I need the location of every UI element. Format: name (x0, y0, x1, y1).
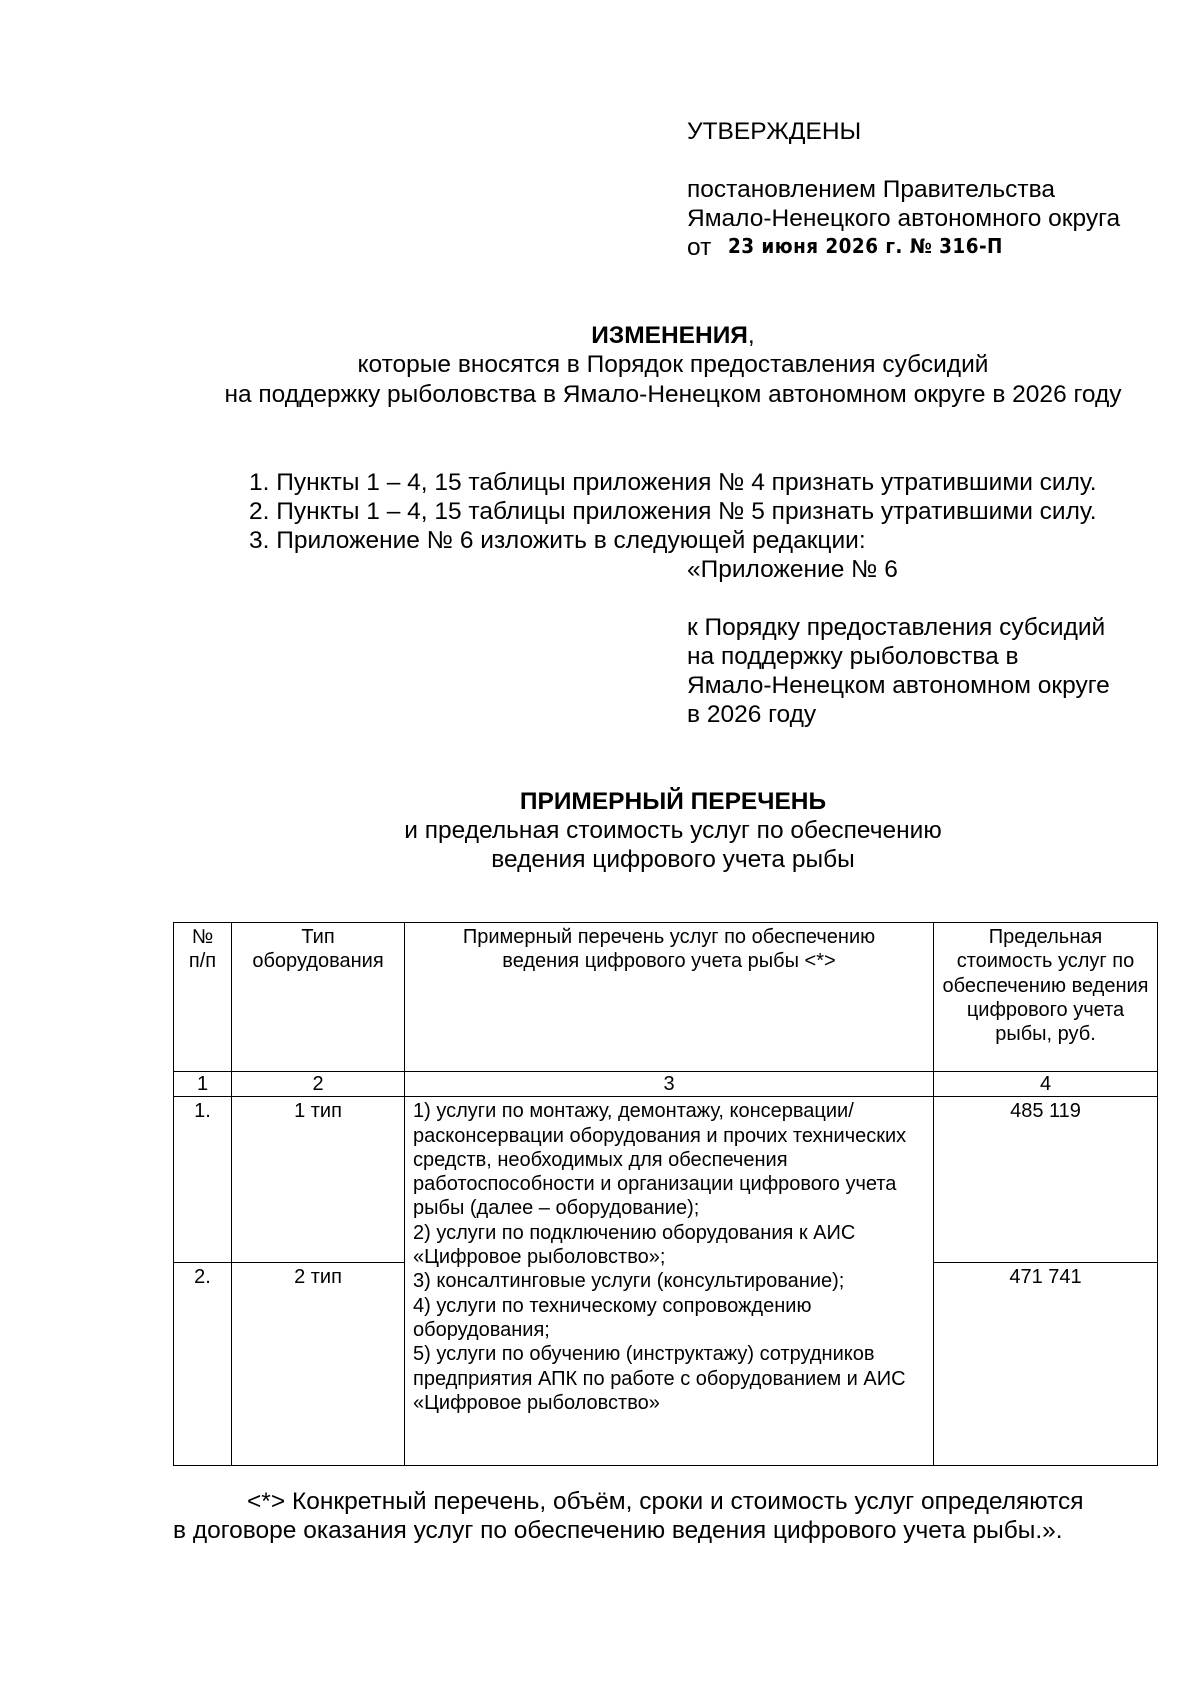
numbering-cell: 3 (405, 1072, 934, 1097)
changes-subtitle-2: на поддержку рыболовства в Ямало-Ненецком автономном округе в 2026 году (224, 381, 1122, 408)
approval-line-2: Ямало-Ненецкого автономного округа (687, 205, 1121, 232)
change-item-3: 3. Приложение № 6 изложить в следующей редакции: (249, 527, 866, 554)
service-item: 1) услуги по монтажу, демонтажу, консервации/расконсервации оборудования и прочих технических средств, необходимых для обеспечения работоспособности и организации цифрового учета рыбы (далее – оборудование); (413, 1100, 907, 1220)
change-item-2: 2. Пункты 1 – 4, 15 таблицы приложения № 5 признать утратившими силу. (249, 498, 1097, 525)
header-num: № п/п (174, 923, 232, 1072)
list-subtitle-1: и предельная стоимость услуг по обеспечению (404, 817, 942, 844)
list-title: ПРИМЕРНЫЙ ПЕРЕЧЕНЬ (519, 788, 827, 815)
changes-subtitle-1: которые вносятся в Порядок предоставления субсидий (357, 351, 989, 378)
row-equipment-type: 2 тип (232, 1263, 405, 1466)
footnote-line-2: в договоре оказания услуг по обеспечению ведения цифрового учета рыбы.». (173, 1517, 1063, 1544)
service-item: 3) консалтинговые услуги (консультирование); (413, 1270, 845, 1293)
changes-title-comma: , (747, 322, 755, 349)
table-header-row (174, 923, 1158, 1072)
row-cost: 485 119 (934, 1097, 1158, 1263)
approval-heading: УТВЕРЖДЕНЫ (687, 118, 862, 145)
row-equipment-type: 1 тип (232, 1097, 405, 1263)
footnote-line-1: <*> Конкретный перечень, объём, сроки и стоимость услуг определяются (247, 1488, 1084, 1515)
header-equipment-type: Тип оборудования (232, 923, 405, 1072)
row-num: 2. (174, 1263, 232, 1466)
services-table (173, 922, 1158, 1466)
approval-line-1: постановлением Правительства (687, 176, 1055, 203)
service-item: 2) услуги по подключению оборудования к АИС «Цифровое рыболовство»; (413, 1221, 856, 1269)
appendix-heading: «Приложение № 6 (687, 556, 898, 583)
table-numbering-row (174, 1072, 1158, 1097)
appendix-line-1: к Порядку предоставления субсидий (687, 614, 1106, 641)
row-cost: 471 741 (934, 1263, 1158, 1466)
appendix-line-2: на поддержку рыболовства в (687, 643, 1019, 670)
row-num: 1. (174, 1097, 232, 1263)
changes-title: ИЗМЕНЕНИЯ (591, 322, 748, 349)
header-services: Примерный перечень услуг по обеспечению ведения цифрового учета рыбы <*> (405, 923, 934, 1072)
numbering-cell: 1 (174, 1072, 232, 1097)
table-row (174, 1097, 1158, 1263)
service-item: 5) услуги по обучению (инструктажу) сотрудников предприятия АПК по работе с оборудованием и АИС «Цифровое рыболовство» (413, 1343, 906, 1414)
change-item-1: 1. Пункты 1 – 4, 15 таблицы приложения № 4 признать утратившими силу. (249, 469, 1097, 496)
numbering-cell: 2 (232, 1072, 405, 1097)
changes-title-wrap (0, 321, 1200, 350)
numbering-cell: 4 (934, 1072, 1158, 1097)
list-subtitle-2: ведения цифрового учета рыбы (491, 846, 855, 873)
appendix-line-4: в 2026 году (687, 701, 817, 728)
appendix-line-3: Ямало-Ненецком автономном округе (687, 672, 1110, 699)
services-list-cell (405, 1097, 934, 1466)
approval-date-number: 23 июня 2026 г. № 316-П (728, 234, 1003, 258)
header-cost: Предельная стоимость услуг по обеспечению ведения цифрового учета рыбы, руб. (934, 923, 1158, 1072)
service-item: 4) услуги по техническому сопровождению оборудования; (413, 1294, 812, 1341)
approval-prefix: от (687, 234, 712, 261)
